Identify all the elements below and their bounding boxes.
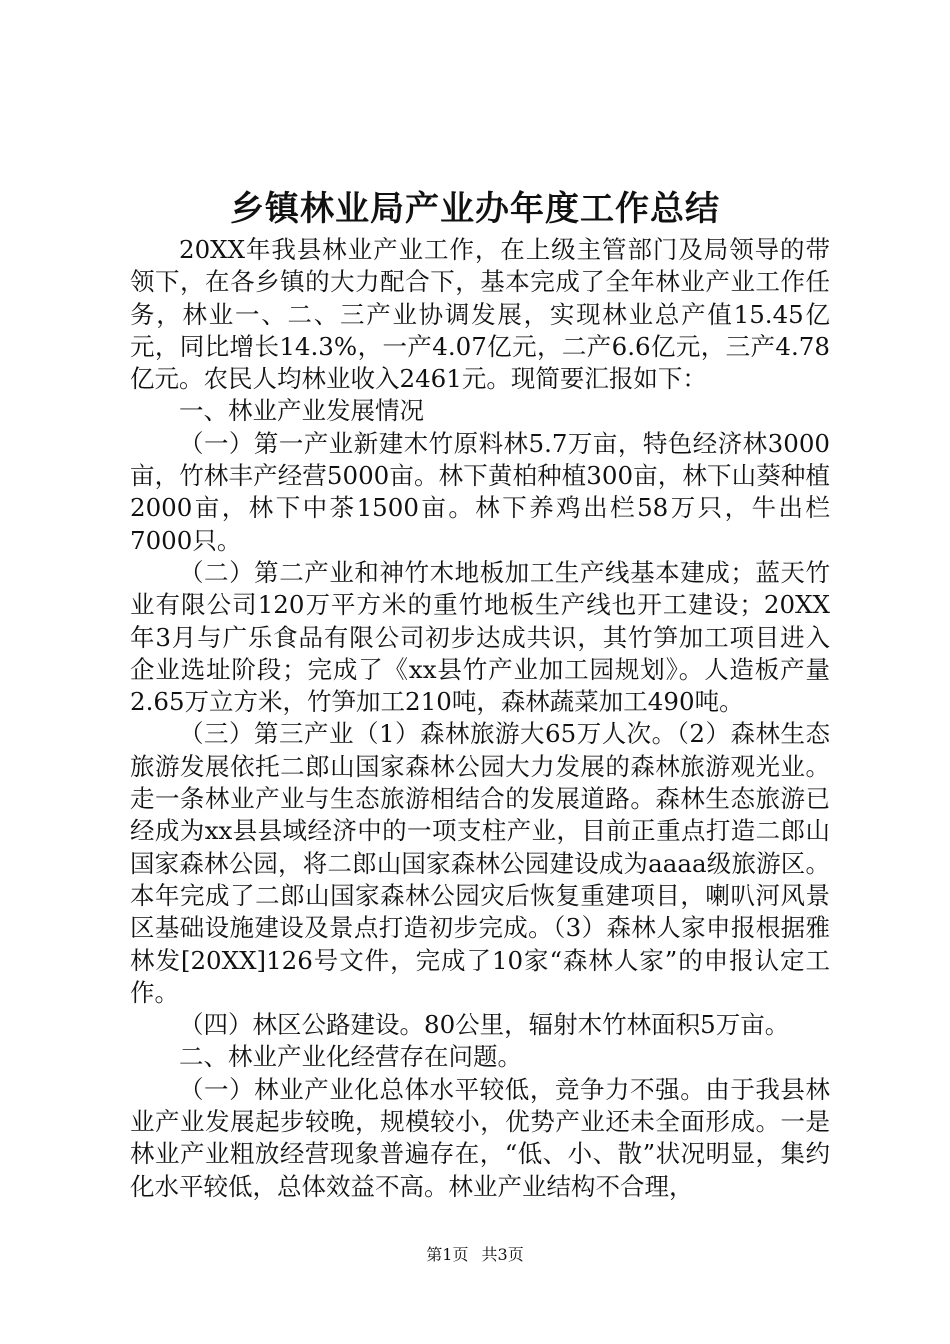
paragraph-tertiary-industry: （三）第三产业（1）森林旅游大65万人次。（2）森林生态旅游发展依托二郎山国家森林公园大力发展的森林旅游观光业。走一条林业产业与生态旅游相结合的发展道路。森林生态旅游已经成为xx县县域经济中的一项支柱产业，目前正重点打造二郎山国家森林公园，将二郎山国家森林公园建设成为aaaa级旅游区。本年完成了二郎山国家森林公园灾后恢复重建项目，喇叭河风景区基础设施建设及景点打造初步完成。（3）森林人家申报根据雅林发[20XX]126号文件，完成了10家“森林人家”的申报认定工作。 — [130, 719, 830, 1007]
paragraph-primary-industry: （一）第一产业新建木竹原料林5.7万亩，特色经济林3000亩，竹林丰产经营5000亩。林下黄柏种植300亩，林下山葵种植2000亩，林下中茶1500亩。林下养鸡出栏58万只，牛出栏7000只。 — [130, 428, 830, 555]
document-title: 乡镇林业局产业办年度工作总结 — [230, 189, 720, 229]
page-total: 共3页 — [481, 1245, 524, 1264]
paragraph-secondary-industry: （二）第二产业和神竹木地板加工生产线基本建成；蓝天竹业有限公司120万平方米的重竹地板生产线也开工建设；20XX年3月与广乐食品有限公司初步达成共识，其竹笋加工项目进入企业选址阶段；完成了《xx县竹产业加工园规划》。人造板产量2.65万立方米，竹笋加工210吨，森林蔬菜加工490吨。 — [130, 557, 830, 717]
page-footer — [0, 1245, 950, 1265]
section-heading-1: 一、林业产业发展情况 — [179, 396, 424, 426]
section-heading-2: 二、林业产业化经营存在问题。 — [179, 1042, 522, 1072]
paragraph-road-construction: （四）林区公路建设。80公里，辐射木竹林面积5万亩。 — [179, 1010, 790, 1040]
paragraph-problem-1: （一）林业产业化总体水平较低，竞争力不强。由于我县林业产业发展起步较晚，规模较小，优势产业还未全面形成。一是林业产业粗放经营现象普遍存在，“低、小、散”状况明显，集约化水平较低，总体效益不高。林业产业结构不合理， — [130, 1074, 830, 1201]
paragraph-intro: 20XX年我县林业产业工作，在上级主管部门及局领导的带领下，在各乡镇的大力配合下，基本完成了全年林业产业工作任务，林业一、二、三产业协调发展，实现林业总产值15.45亿元，同比增长14.3%，一产4.07亿元，二产6.6亿元，三产4.78亿元。农民人均林业收入2461元。现简要汇报如下： — [130, 235, 830, 394]
document-body — [130, 234, 830, 1203]
page-number: 第1页 — [426, 1245, 469, 1264]
